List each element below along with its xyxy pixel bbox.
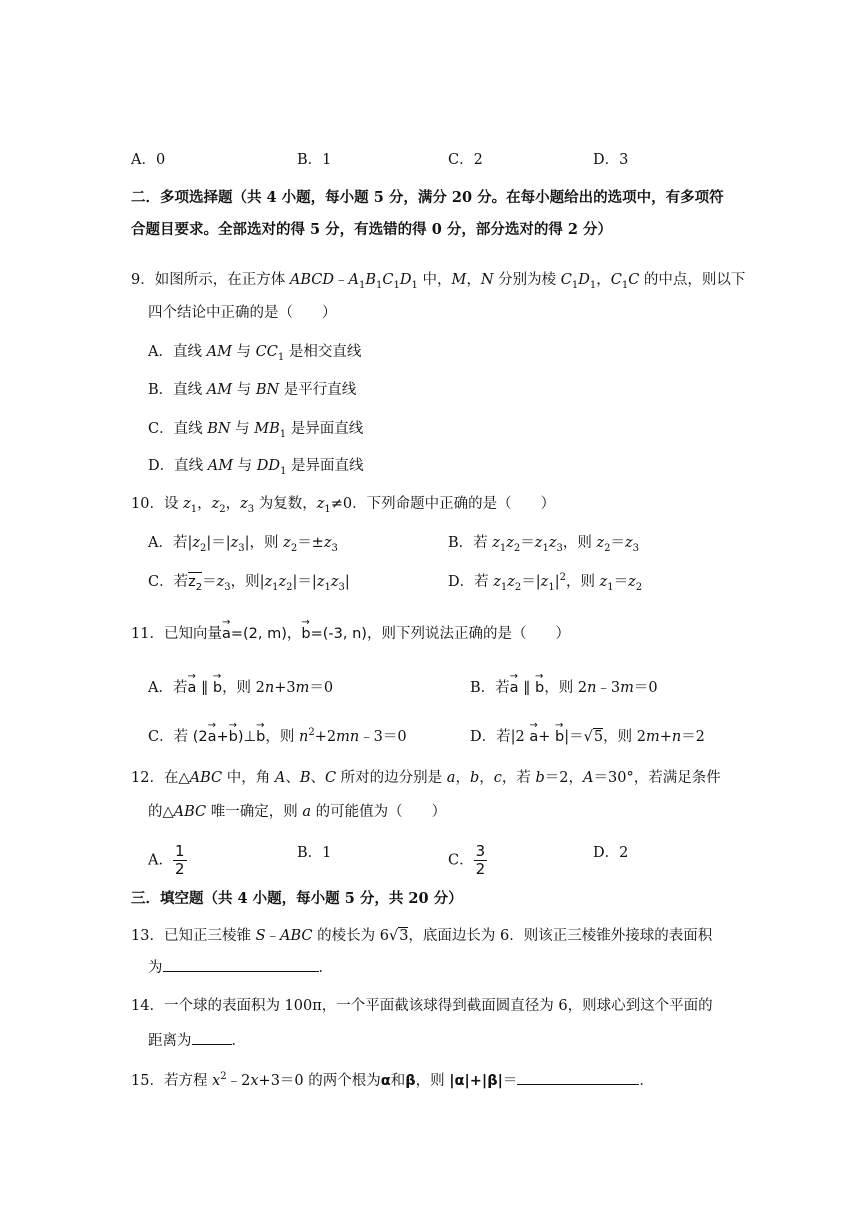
q14-stem-line1: 14．一个球的表面积为 100π，一个平面截该球得到截面圆直径为 6，则球心到这个平面的 [131,998,713,1014]
q15-answer-blank[interactable] [517,1070,639,1085]
q10-stem: 10．设 $z_1$，$z_2$，$z_3$ 为复数，$z_1\ne 0$．下列命题中正确的是（ ） [131,496,556,515]
section2-header-line2: 合题目要求。全部选对的得 5 分，有选错的得 0 分，部分选对的得 2 分） [131,221,613,238]
q8-option-c: C．2 [448,152,483,168]
q14-answer-blank[interactable] [192,1030,232,1045]
q11-option-a: A．若→ a ∥ → b，则 2n+3m＝0 [148,678,333,698]
q11-number: 11． [131,626,164,642]
q10-number: 10． [131,496,164,512]
q11-option-c: C．若 (2→ a+→ b)⊥→ b，则 $n^2+2mn﹣3=0$ [148,727,407,747]
q10-option-d: D．若 $z_1z_2=|z_1|^2$，则 $z_1=z_2$ [448,572,643,593]
q12-stem-line1: 12．在△ABC 中，角 A、B、C 所对的边分别是 a，b，c，若 b＝2，A＝30°，若满足条件 [131,770,721,786]
q11-stem: 11．已知向量→ a=(2, m)，→ b=(-3, n)，则下列说法正确的是（ ） [131,624,570,644]
q9-option-b: B．直线 AM 与 BN 是平行直线 [148,382,357,398]
q10-option-a: A．若$|z_2|=|z_3|$，则 $z_2=\pm z_3$ [148,535,338,554]
q15-stem: 15．若方程 $x^2﹣2x+3=0$ 的两个根为α和β，则 |α|+|β|＝ ． [131,1071,654,1089]
q8-option-b: B．1 [297,152,332,168]
q12-option-b: B．1 [297,845,332,861]
q14-stem-line2: 距离为 ． [148,1030,246,1051]
q9-option-c: C．直线 BN 与 $MB_1$ 是异面直线 [148,421,364,440]
q9-option-d: D．直线 AM 与 $DD_1$ 是异面直线 [148,458,364,477]
q9-stem-line1: 9．如图所示，在正方体 $ABCD﹣A_1B_1C_1D_1$ 中，M，N 分别为棱 $C_1D_1$，$C_1C$ 的中点，则以下 [131,272,746,291]
q11-option-b: B．若→ a ∥ → b，则 2n﹣3m＝0 [470,678,658,698]
q12-option-c: C． $\frac{3}{2}$ [448,842,486,878]
q9-stem-line2: 四个结论中正确的是（ ） [148,305,337,321]
q12-option-a: A． $\frac{1}{2}$ [148,842,185,878]
section2-header-line1: 二．多项选择题（共 4 小题，每小题 5 分，满分 20 分。在每小题给出的选项中，有多项符 [131,189,724,206]
q14-number: 14． [131,998,164,1014]
q13-stem-line1: 13．已知正三棱锥 S﹣ABC 的棱长为 6√3，底面边长为 6．则该正三棱锥外接球的表面积 [131,928,713,944]
q13-number: 13． [131,928,164,944]
q12-stem-line2: 的△ABC 唯一确定，则 a 的可能值为（ ） [148,804,447,820]
q10-option-c: C．若$z_2=z_3$，则$|z_1z_2|=|z_1z_3|$ [148,574,350,593]
q8-option-a: A．0 [131,152,166,168]
q11-option-d: D．若|2 → a+ → b|＝√5，则 2m+n＝2 [470,727,705,747]
q9-option-a: A．直线 AM 与 $CC_1$ 是相交直线 [148,344,362,363]
q12-option-d: D．2 [593,845,629,861]
q13-answer-blank[interactable] [163,957,319,972]
q13-stem-line2: 为 ． [148,957,333,978]
q10-option-b: B．若 $z_1z_2=z_1z_3$，则 $z_2=z_3$ [448,535,639,554]
q15-number: 15． [131,1073,164,1089]
q9-number: 9． [131,272,155,288]
section3-header: 三．填空题（共 4 小题，每小题 5 分，共 20 分） [131,890,463,907]
q8-option-d: D．3 [593,152,629,168]
q12-number: 12． [131,770,164,786]
